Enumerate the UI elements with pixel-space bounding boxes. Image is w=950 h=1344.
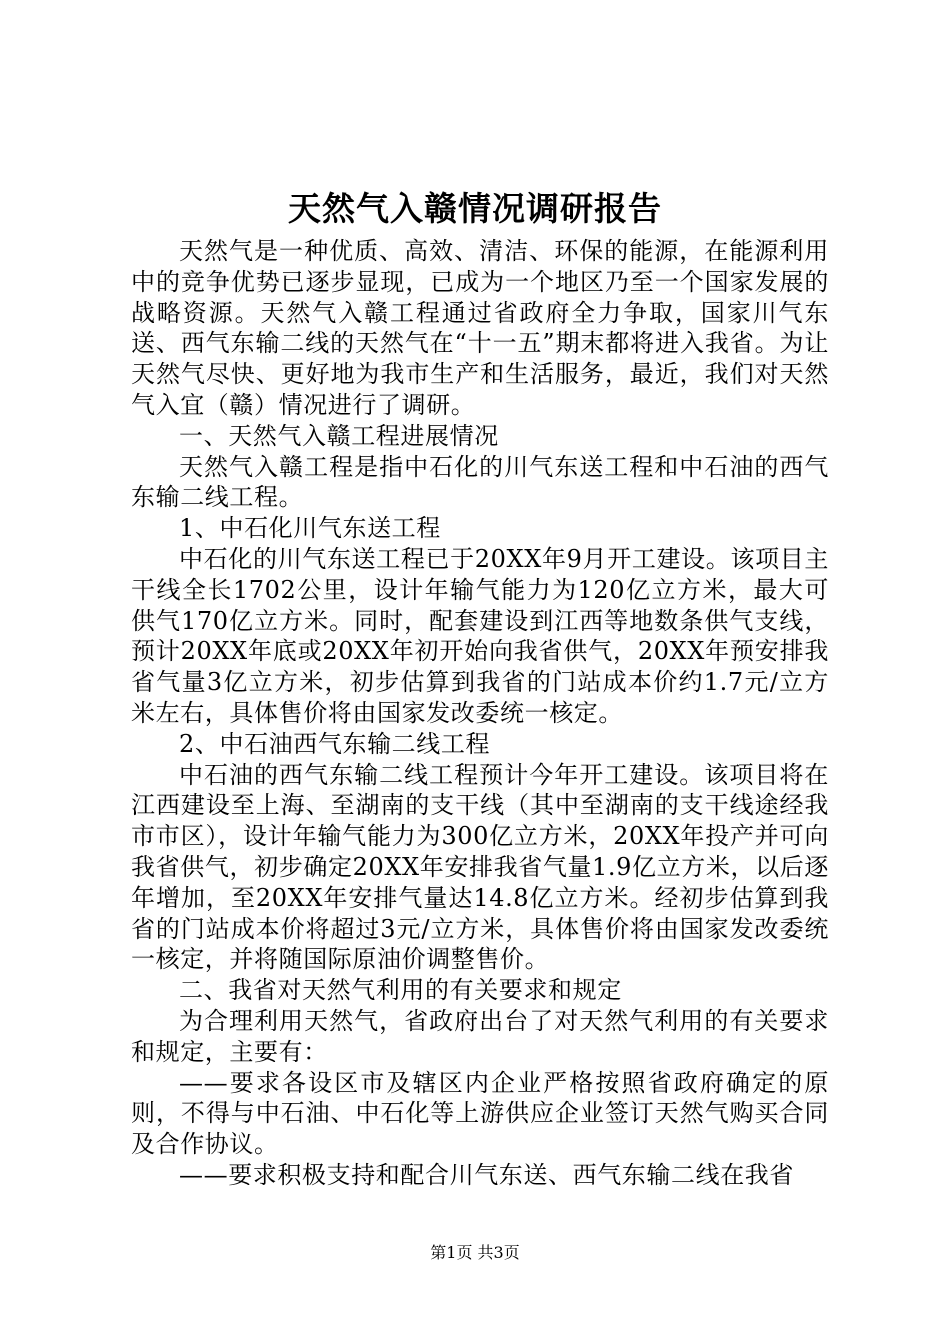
paragraph-petrochina-project: 中石油的西气东输二线工程预计今年开工建设。该项目将在江西建设至上海、至湖南的支干线（其中至湖南的支干线途经我市市区），设计年输气能力为300亿立方米，20XX年投产并可向我省供气，初步确定20XX年安排我省气量1.9亿立方米，以后逐年增加，至20XX年安排气量达14.8亿立方米。经初步估算到我省的门站成本价将超过3元/立方米，具体售价将由国家发改委统一核定，并将随国际原油价调整售价。	[131, 760, 829, 974]
paragraph-project-definition: 天然气入赣工程是指中石化的川气东送工程和中石油的西气东输二线工程。	[131, 452, 829, 512]
section-heading-1: 一、天然气入赣工程进展情况	[179, 421, 499, 450]
subsection-heading-2: 2、中石油西气东输二线工程	[179, 729, 491, 758]
paragraph-sinopec-project: 中石化的川气东送工程已于20XX年9月开工建设。该项目主干线全长1702公里，设计年输气能力为120亿立方米，最大可供气170亿立方米。同时，配套建设到江西等地数条供气支线，预计20XX年底或20XX年初开始向我省供气，20XX年预安排我省气量3亿立方米，初步估算到我省的门站成本价约1.7元/立方米左右，具体售价将由国家发改委统一核定。	[131, 544, 829, 727]
paragraph-regulations-intro: 为合理利用天然气，省政府出台了对天然气利用的有关要求和规定，主要有：	[131, 1006, 829, 1066]
document-title: 天然气入赣情况调研报告	[288, 189, 662, 228]
page-footer: 第1页 共3页	[430, 1243, 520, 1262]
paragraph-requirement-2: ——要求积极支持和配合川气东送、西气东输二线在我省	[179, 1160, 794, 1189]
document-body	[131, 236, 829, 1191]
subsection-heading-1: 1、中石化川气东送工程	[179, 514, 441, 543]
section-heading-2: 二、我省对天然气利用的有关要求和规定	[179, 976, 622, 1005]
paragraph-intro: 天然气是一种优质、高效、清洁、环保的能源，在能源利用中的竞争优势已逐步显现，已成为一个地区乃至一个国家发展的战略资源。天然气入赣工程通过省政府全力争取，国家川气东送、西气东输二线的天然气在“十一五”期末都将进入我省。为让天然气尽快、更好地为我市生产和生活服务，最近，我们对天然气入宜（赣）情况进行了调研。	[131, 237, 829, 419]
paragraph-requirement-1: ——要求各设区市及辖区内企业严格按照省政府确定的原则，不得与中石油、中石化等上游供应企业签订天然气购买合同及合作协议。	[131, 1068, 829, 1159]
